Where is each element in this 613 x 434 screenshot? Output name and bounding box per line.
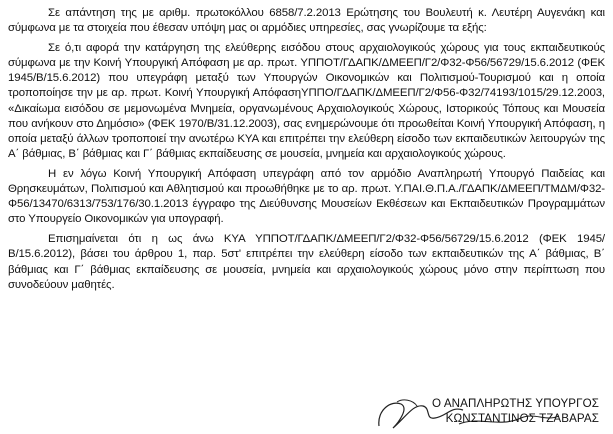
signature-block [339, 396, 599, 434]
signature-name: ΚΩΝΣΤΑΝΤΙΝΟΣ ΤΖΑΒΑΡΑΣ [445, 412, 599, 425]
signature-title: Ο ΑΝΑΠΛΗΡΩΤΗΣ ΥΠΟΥΡΓΟΣ [432, 397, 599, 410]
paragraph-intro: Σε απάντηση της με αριθμ. πρωτοκόλλου 6858/7.2.2013 Ερώτησης του Βουλευτή κ. Λευτέρη Αυγενάκη και σύμφωνα με τα στοιχεία που έθεσαν υπόψη μας οι αρμόδιες υπηρεσίες, σας γνωρίζουμε τα εξής: [8, 7, 605, 35]
paragraph-kya-details: Σε ό,τι αφορά την κατάργηση της ελεύθερης εισόδου στους αρχαιολογικούς χώρους για τους εκπαιδευτικούς σύμφωνα με την Κοινή Υπουργική Απόφαση με αρ. πρωτ. ΥΠΠΟΤ/ΓΔΑΠΚ/ΔΜΕΕΠ/Γ2/Φ32-Φ56/56729/15.6.2012 (ΦΕΚ 1945/Β/15.6.2012) που υπεγράφη μεταξύ των Υπουργών Οικονομικών και Πολιτισμού-Τουρισμού και η οποία τροποποίησε την με αρ. πρωτ. Κοινή Υπουργική ΑπόφασηΥΠΠΟ/ΓΔΑΠΚ/ΔΜΕΕΠ/Γ2/Φ56-Φ32/74193/1015/29.12.2003, «Δικαίωμα εισόδου σε μεμονωμένα Μνημεία, οργανωμένους Αρχαιολογικούς Χώρους, Ιστορικούς Τόπους και Μουσεία που ανήκουν στο Δημόσιο» (ΦΕΚ 1970/Β/31.12.2003), σας ενημερώνουμε ότι προωθείται Κοινή Υπουργική Απόφαση, η οποία μεταξύ άλλων τροποποιεί την ανωτέρω ΚΥΑ και επιτρέπει την ελεύθερη είσοδο των εκπαιδευτικών λειτουργών της Α΄ βάθμιας, Β΄ βάθμιας και Γ΄ βάθμιας εκπαίδευσης σε μουσεία, μνημεία και αρχαιολογικούς χώρους. [8, 42, 605, 160]
paragraph-note: Επισημαίνεται ότι η ως άνω ΚΥΑ ΥΠΠΟΤ/ΓΔΑΠΚ/ΔΜΕΕΠ/Γ2/Φ32-Φ56/56729/15.6.2012 (ΦΕΚ 1945/Β/15.6.2012), βάσει του άρθρου 1, παρ. 5στ' επιτρέπει την ελεύθερη είσοδο των εκπαιδευτικών της Α΄ βάθμιας, Β΄ βάθμιας και Γ΄ βάθμιας εκπαίδευσης σε μουσεία, μνημεία και αρχαιολογικούς χώρους μόνο στην περίπτωση που συνοδεύουν μαθητές. [8, 233, 605, 291]
paragraph-signing: Η εν λόγω Κοινή Υπουργική Απόφαση υπεγράφη από τον αρμόδιο Αναπληρωτή Υπουργό Παιδείας και Θρησκευμάτων, Πολιτισμού και Αθλητισμού και προωθήθηκε με το αρ. πρωτ. Υ.ΠΑΙ.Θ.Π.Α./ΓΔΑΠΚ/ΔΜΕΕΠ/ΤΜΔΜ/Φ32-Φ56/13470/6313/753/176/30.1.2013 έγγραφο της Διεύθυνσης Μουσείων Εκθέσεων και Εκπαιδευτικών Προγραμμάτων στο Υπουργείο Οικονομικών για υπογραφή. [8, 167, 605, 226]
